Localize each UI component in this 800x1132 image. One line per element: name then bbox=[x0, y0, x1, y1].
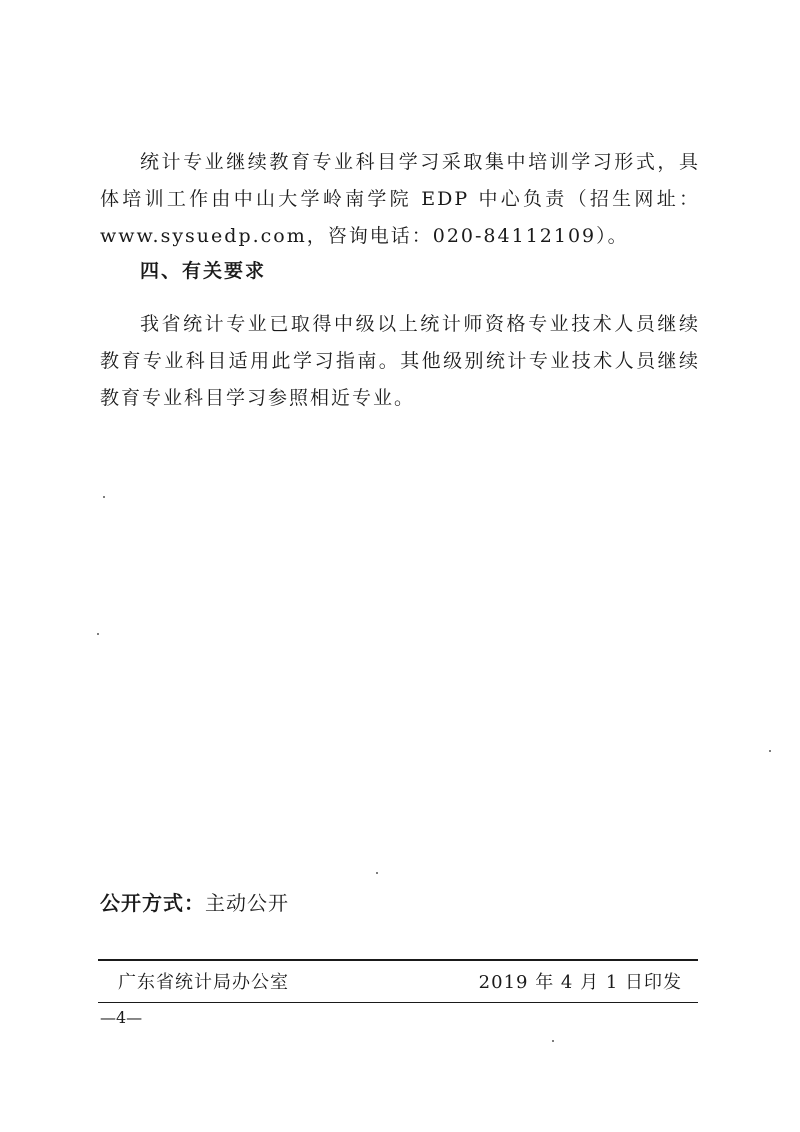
scan-speck bbox=[769, 750, 771, 752]
footer-top-rule bbox=[98, 959, 698, 961]
issuer-name: 广东省统计局办公室 bbox=[118, 972, 289, 993]
body-paragraph-2: 我省统计专业已取得中级以上统计师资格专业技术人员继续教育专业科目适用此学习指南。其他级别统计专业技术人员继续教育专业科目学习参照相近专业。 bbox=[100, 313, 700, 409]
footer-bottom-rule bbox=[98, 1002, 698, 1003]
issue-date: 2019 年 4 月 1 日印发 bbox=[478, 972, 682, 993]
body-paragraph-1: 统计专业继续教育专业科目学习采取集中培训学习形式，具体培训工作由中山大学岭南学院 EDP 中心负责（招生网址：www.sysuedp.com，咨询电话：020-84112109）。 bbox=[100, 151, 700, 247]
page-number: —4— bbox=[100, 1008, 143, 1027]
disclosure-value: 主动公开 bbox=[205, 891, 289, 915]
scan-speck bbox=[103, 496, 105, 498]
scan-speck bbox=[97, 633, 99, 635]
disclosure-label: 公开方式： bbox=[100, 891, 205, 915]
section-heading: 四、有关要求 bbox=[140, 260, 267, 282]
disclosure-line bbox=[100, 887, 289, 916]
scan-speck bbox=[552, 1040, 554, 1042]
scan-speck bbox=[376, 872, 378, 874]
